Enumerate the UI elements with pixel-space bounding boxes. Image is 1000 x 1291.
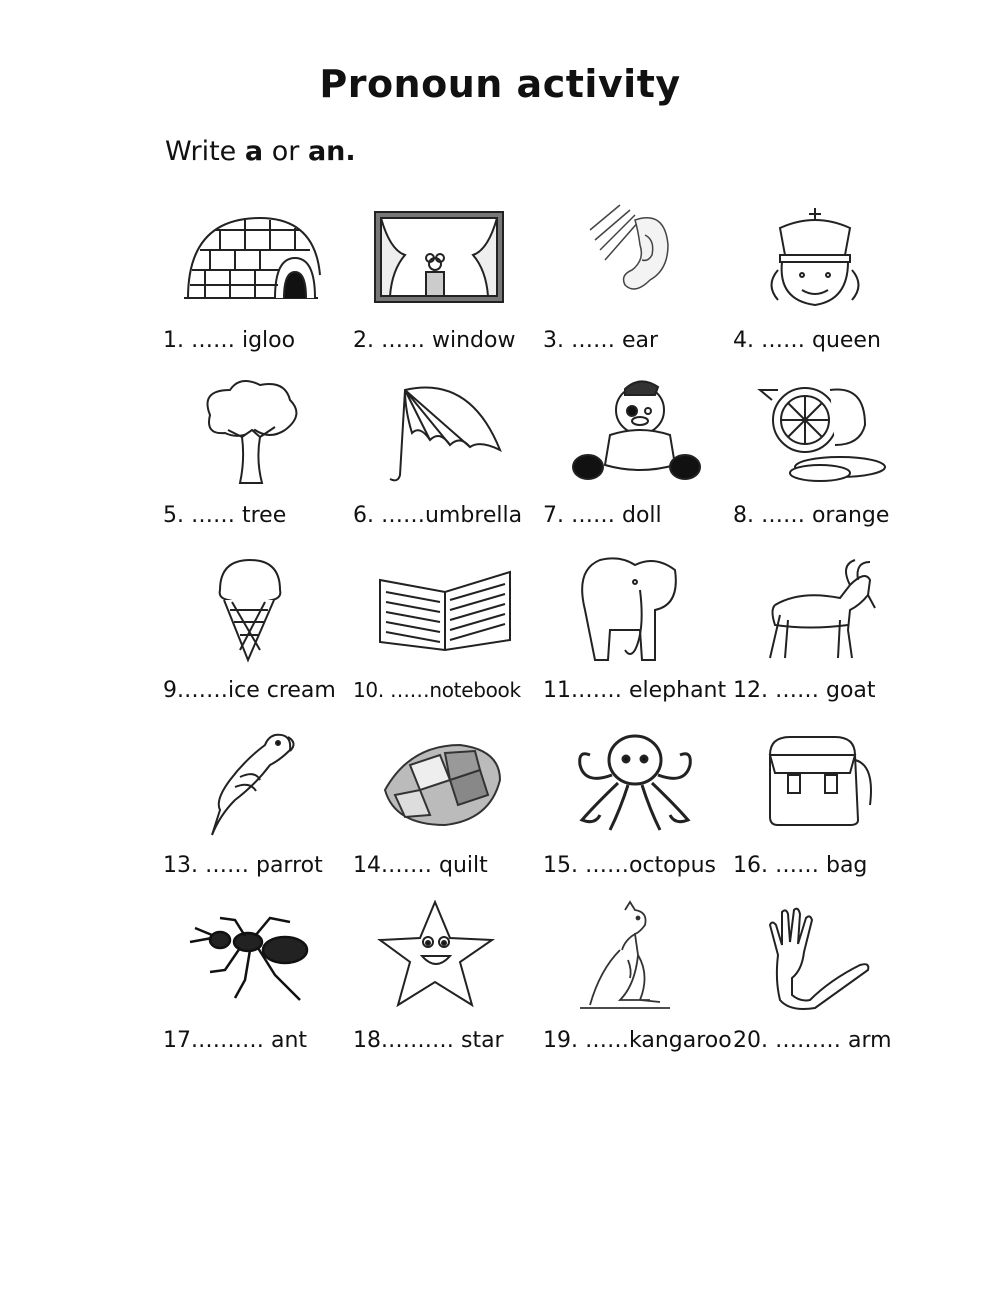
instruction-prefix: Write (165, 136, 237, 167)
instruction-word-a: a (244, 136, 264, 167)
quilt-icon (350, 725, 540, 840)
ice-cream-icon (160, 550, 350, 665)
umbrella-icon (350, 375, 540, 490)
exercise-label: 3. …… ear (543, 328, 659, 353)
goat-icon (730, 550, 920, 665)
ant-icon (160, 900, 350, 1015)
exercise-label: 8. …… orange (733, 503, 890, 528)
exercise-label: 11.…… elephant (543, 678, 727, 703)
ear-icon (540, 200, 730, 315)
exercise-label: 10. ……notebook (353, 678, 521, 702)
notebook-icon (350, 550, 540, 665)
queen-icon (730, 200, 920, 315)
instruction (165, 136, 356, 167)
tree-icon (160, 375, 350, 490)
exercise-label: 12. …… goat (733, 678, 876, 703)
arm-icon (730, 900, 920, 1015)
exercise-label: 19. ……kangaroo (543, 1028, 732, 1053)
exercise-label: 9.……ice cream (163, 678, 336, 703)
exercise-label: 13. …… parrot (163, 853, 323, 878)
exercise-label: 14.…… quilt (353, 853, 488, 878)
kangaroo-icon (540, 900, 730, 1015)
doll-icon (540, 375, 730, 490)
exercise-label: 7. …… doll (543, 503, 662, 528)
elephant-icon (540, 550, 730, 665)
exercise-label: 16. …… bag (733, 853, 868, 878)
octopus-icon (540, 725, 730, 840)
exercise-label: 1. …… igloo (163, 328, 296, 353)
window-icon (350, 200, 540, 315)
instruction-middle: or (271, 136, 300, 167)
exercise-label: 18.……… star (353, 1028, 504, 1053)
exercise-label: 4. …… queen (733, 328, 881, 353)
exercise-label: 5. …… tree (163, 503, 287, 528)
orange-icon (730, 375, 920, 490)
exercise-label: 2. …… window (353, 328, 516, 353)
exercise-label: 20. ……… arm (733, 1028, 892, 1053)
parrot-icon (160, 725, 350, 840)
exercise-label: 15. ……octopus (543, 853, 716, 878)
page-title: Pronoun activity (319, 62, 681, 106)
star-icon (350, 900, 540, 1015)
instruction-word-an: an. (307, 136, 356, 167)
exercise-label: 6. ……umbrella (353, 503, 523, 528)
exercise-label: 17.……… ant (163, 1028, 308, 1053)
bag-icon (730, 725, 920, 840)
igloo-icon (160, 200, 350, 315)
